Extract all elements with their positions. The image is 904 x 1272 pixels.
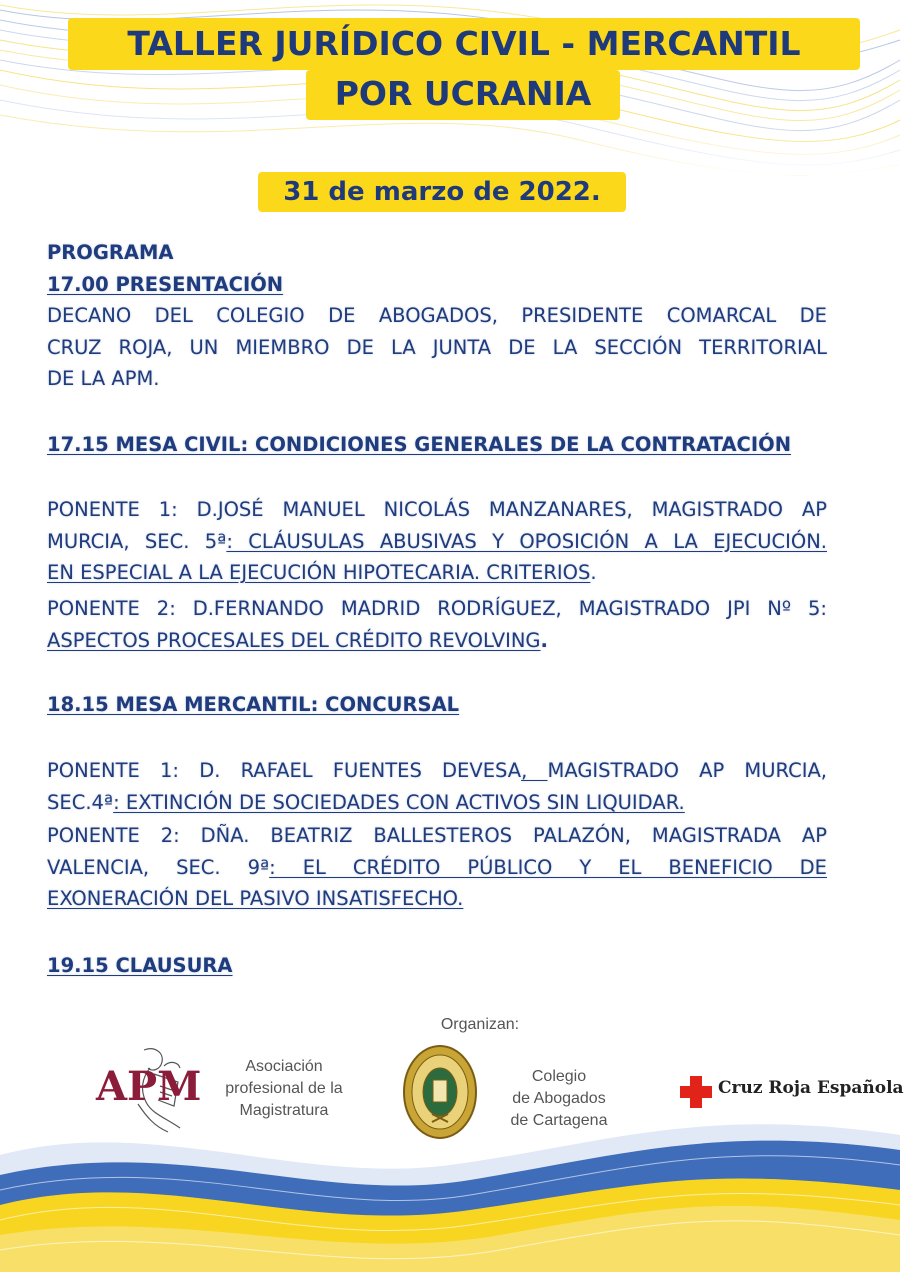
title-line-2: POR UCRANIA (306, 70, 620, 120)
ponente-mercantil-2 (47, 820, 827, 915)
talk-title: : EXTINCIÓN DE SOCIEDADES CON ACTIVOS SIN LIQUIDAR. (113, 790, 685, 814)
talk-title: : CLÁUSULAS ABUSIVAS Y OPOSICIÓN A LA EJECUCIÓN. (226, 529, 827, 553)
section-heading-mesa-mercantil (47, 689, 827, 721)
section-heading-presentacion (47, 269, 827, 301)
body-line (47, 755, 827, 787)
body-line: DE LA APM. (47, 367, 160, 390)
presentacion-body (47, 300, 827, 395)
speaker-name: PONENTE 1: D. RAFAEL FUENTES DEVESA (47, 759, 522, 782)
heading-text: 18.15 MESA MERCANTIL: CONCURSAL (47, 693, 460, 716)
colegio-abogados-seal (402, 1044, 478, 1140)
talk-title: EN ESPECIAL A LA EJECUCIÓN HIPOTECARIA. CRITERIOS (47, 561, 591, 584)
organizer-colegio-name (500, 1066, 618, 1132)
body-line: DECANO DEL COLEGIO DE ABOGADOS, PRESIDENTE COMARCAL DE (47, 304, 827, 327)
body-line: PONENTE 1: D.JOSÉ MANUEL NICOLÁS MANZANARES, MAGISTRADO AP (47, 498, 827, 521)
speaker-court: VALENCIA, SEC. 9ª (47, 855, 270, 879)
body-line (47, 787, 827, 819)
name-line: Colegio (531, 1068, 587, 1085)
speaker-court: SEC.4ª (47, 790, 114, 814)
program-label: PROGRAMA (47, 241, 174, 264)
talk-title: : EL CRÉDITO PÚBLICO Y EL BENEFICIO DE (269, 855, 827, 879)
heading-text: 17.00 PRESENTACIÓN (47, 273, 284, 296)
speaker-court: MURCIA, SEC. 5ª (47, 529, 227, 553)
red-cross-icon (678, 1074, 714, 1110)
body-line: PONENTE 2: D.FERNANDO MADRID RODRÍGUEZ, MAGISTRADO JPI Nº 5: (47, 597, 827, 620)
section-heading-clausura (47, 950, 827, 982)
punctuation: . (590, 561, 597, 584)
name-line: Magistratura (239, 1102, 329, 1119)
apm-logo-letters: APM (96, 1063, 202, 1110)
cruz-roja-name: Cruz Roja Española (718, 1078, 904, 1098)
talk-title: EXONERACIÓN DEL PASIVO INSATISFECHO. (47, 887, 464, 910)
event-date: 31 de marzo de 2022. (258, 172, 626, 212)
apm-logo (94, 1044, 202, 1136)
ponente-civil-1 (47, 494, 827, 589)
section-heading-mesa-civil (47, 429, 827, 461)
name-line: de Abogados (512, 1090, 606, 1107)
ponente-civil-2 (47, 593, 827, 656)
talk-title: ASPECTOS PROCESALES DEL CRÉDITO REVOLVING (47, 628, 541, 652)
heading-text: 17.15 MESA CIVIL: CONDICIONES GENERALES DE LA CONTRATACIÓN (47, 433, 792, 456)
speaker-court: MAGISTRADO AP MURCIA, (547, 759, 827, 782)
body-line (47, 526, 827, 558)
cruz-roja-logo (678, 1074, 904, 1110)
body-line (47, 852, 827, 884)
organizers-label: Organizan: (440, 1016, 520, 1033)
ponente-mercantil-1 (47, 755, 827, 818)
underlined-comma: , (521, 759, 548, 782)
name-line: Asociación (245, 1058, 323, 1075)
body-line (47, 557, 827, 589)
name-line: de Cartagena (510, 1112, 608, 1129)
body-line (47, 883, 827, 915)
organizer-apm-name (214, 1056, 354, 1122)
body-line (47, 625, 827, 657)
title-line-1: TALLER JURÍDICO CIVIL - MERCANTIL (68, 18, 860, 70)
body-line: PONENTE 2: DÑA. BEATRIZ BALLESTEROS PALAZÓN, MAGISTRADA AP (47, 824, 827, 847)
punctuation: . (540, 628, 548, 652)
heading-text: 19.15 CLAUSURA (47, 954, 233, 977)
name-line: profesional de la (225, 1080, 343, 1097)
body-line: CRUZ ROJA, UN MIEMBRO DE LA JUNTA DE LA SECCIÓN TERRITORIAL (47, 335, 827, 359)
